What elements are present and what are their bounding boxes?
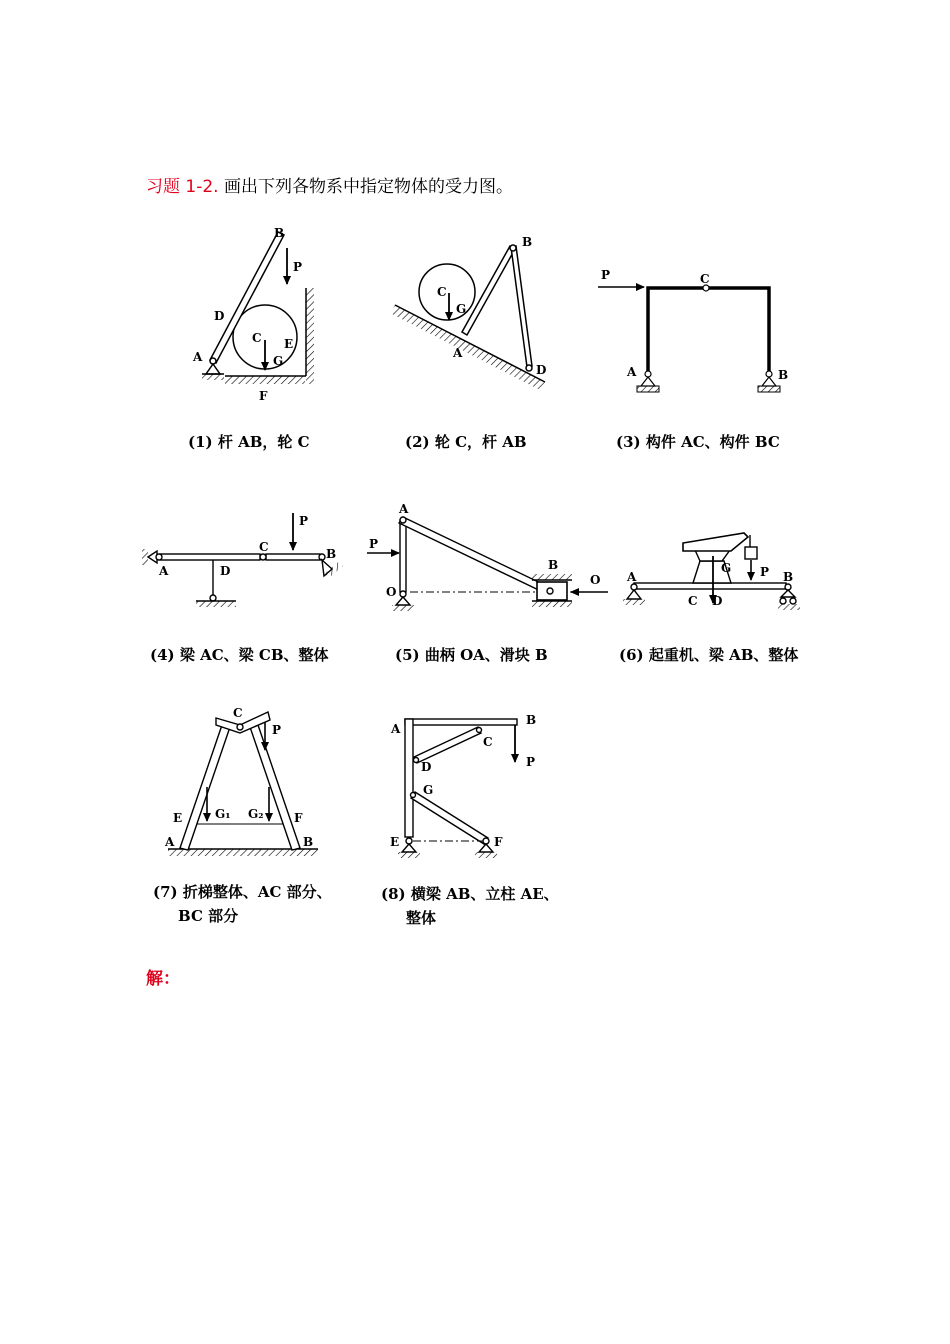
- f1-label-b: B: [274, 226, 285, 240]
- f8-label-f: F: [494, 835, 503, 849]
- f6-label-g: G: [721, 561, 732, 575]
- caption-2: (2) 轮 C，杆 AB: [405, 433, 527, 451]
- f7-label-f: F: [294, 811, 303, 825]
- f1-label-d: D: [214, 309, 225, 323]
- exercise-instruction: 画出下列各物系中指定物体的受力图。: [223, 177, 513, 197]
- figure-2: [390, 245, 545, 390]
- f1-label-a: A: [193, 350, 203, 364]
- answer-label: 解：: [146, 969, 180, 989]
- caption-3: (3) 构件 AC、构件 BC: [616, 433, 780, 451]
- f4-label-b: B: [326, 547, 337, 561]
- f3-label-c: C: [700, 272, 710, 286]
- f1-label-g: G: [273, 354, 284, 368]
- exercise-number: 习题 1-2.: [146, 177, 219, 197]
- caption-7-line-2: BC 部分: [178, 907, 239, 925]
- f8-label-b: B: [526, 713, 537, 727]
- rod-ab: [511, 246, 532, 367]
- caption-7-line-1: (7) 折梯整体、AC 部分、: [153, 883, 332, 901]
- caption-4: (4) 梁 AC、梁 CB、整体: [150, 646, 329, 664]
- f5-label-o-force: O: [590, 573, 601, 587]
- f2-label-b: B: [522, 235, 533, 249]
- caption-6: (6) 起重机、梁 AB、整体: [619, 646, 799, 664]
- figure-1: [202, 232, 314, 384]
- f7-label-c: C: [233, 706, 243, 720]
- f5-label-o: O: [386, 585, 397, 599]
- f2-label-c: C: [437, 285, 447, 299]
- f6-label-d: D: [712, 594, 723, 608]
- f8-label-d: D: [421, 760, 432, 774]
- f4-label-a: A: [159, 564, 169, 578]
- figure-4: [142, 513, 343, 607]
- f8-label-c: C: [483, 735, 493, 749]
- f3-label-a: A: [627, 365, 637, 379]
- rod-ab: [210, 232, 284, 363]
- f6-label-p: P: [760, 565, 770, 579]
- caption-8-line-2: 整体: [406, 909, 437, 927]
- f6-label-c: C: [688, 594, 698, 608]
- figure-7: [168, 712, 318, 856]
- rod-ab-lower: [462, 246, 515, 335]
- f2-label-a: A: [453, 346, 463, 360]
- f5-label-a: A: [399, 502, 409, 516]
- f8-label-e: E: [390, 835, 400, 849]
- f2-label-g: G: [456, 302, 467, 316]
- f1-label-f: F: [259, 389, 268, 403]
- f2-label-d: D: [536, 363, 547, 377]
- f1-label-p: P: [293, 260, 303, 274]
- f3-label-b: B: [778, 368, 789, 382]
- caption-5: (5) 曲柄 OA、滑块 B: [395, 646, 548, 664]
- pin-support-a: [206, 364, 220, 374]
- f7-label-g1: G₁: [215, 807, 231, 821]
- caption-8-line-1: (8) 横梁 AB、立柱 AE、: [381, 885, 559, 903]
- f7-label-e: E: [173, 811, 183, 825]
- f8-label-p: P: [526, 755, 536, 769]
- f4-label-c: C: [259, 540, 269, 554]
- f6-label-b: B: [783, 570, 794, 584]
- figure-5: [367, 517, 608, 611]
- f3-label-p: P: [601, 268, 611, 282]
- f6-label-a: A: [627, 570, 637, 584]
- f4-label-d: D: [220, 564, 231, 578]
- f7-label-p: P: [272, 723, 282, 737]
- f1-label-e: E: [284, 337, 294, 351]
- f8-label-a: A: [391, 722, 401, 736]
- f1-label-c: C: [252, 331, 262, 345]
- figure-3: [598, 285, 780, 392]
- f5-label-p: P: [369, 537, 379, 551]
- wheel-c: [419, 264, 475, 320]
- f4-label-p: P: [299, 514, 309, 528]
- f7-label-a: A: [165, 835, 175, 849]
- caption-1: (1) 杆 AB，轮 C: [188, 433, 310, 451]
- f7-label-b: B: [303, 835, 314, 849]
- f8-label-g: G: [423, 783, 434, 797]
- f7-label-g2: G₂: [248, 807, 264, 821]
- f5-label-b: B: [548, 558, 559, 572]
